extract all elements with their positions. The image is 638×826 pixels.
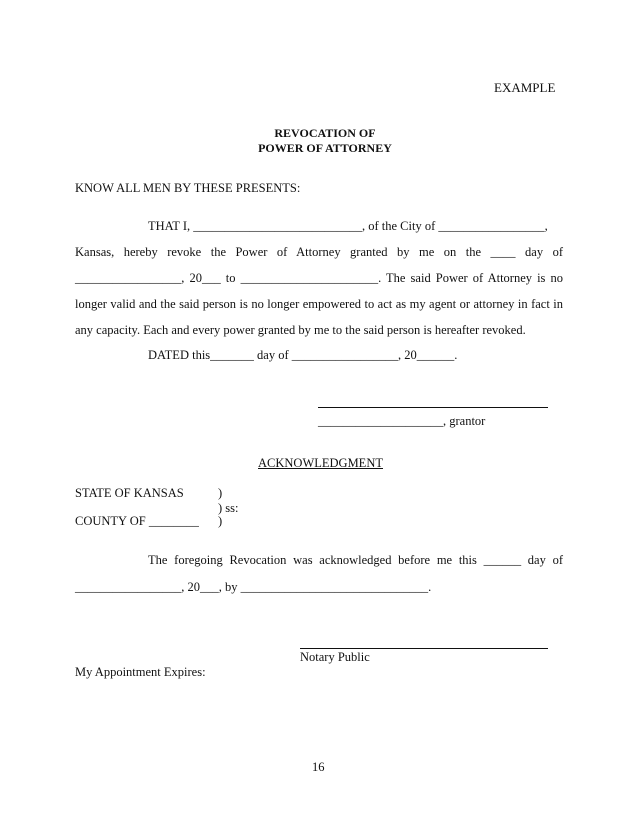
title-line-2: POWER OF ATTORNEY: [258, 141, 392, 155]
para1-line5: any capacity. Each and every power granted by me to the said person is hereafter revoked.: [75, 323, 526, 337]
state-label: STATE OF KANSAS: [75, 486, 184, 500]
intro-text: KNOW ALL MEN BY THESE PRESENTS:: [75, 181, 301, 195]
ack-line-1: The foregoing Revocation was acknowledged before me this ______ day of: [148, 553, 563, 567]
grantor-signature-line: [318, 407, 548, 408]
county-paren: ): [218, 514, 223, 528]
notary-signature-line: [300, 648, 548, 649]
para1-line1: THAT I, ___________________________, of the City of _________________,: [148, 219, 548, 233]
dated-line: DATED this_______ day of _________________, 20______.: [148, 348, 458, 362]
para1-line2: Kansas, hereby revoke the Power of Attorney granted by me on the ____ day of: [75, 245, 563, 259]
para1-line4: longer valid and the said person is no longer empowered to act as my agent or attorney in fact in: [75, 297, 563, 311]
grantor-label: ____________________, grantor: [318, 414, 486, 428]
ack-line-2: _________________, 20___, by ______________________________.: [75, 580, 432, 594]
county-label: COUNTY OF ________: [75, 514, 199, 528]
title-line-1: REVOCATION OF: [274, 126, 376, 140]
state-paren: ): [218, 486, 223, 500]
acknowledgment-heading: ACKNOWLEDGMENT: [258, 456, 383, 470]
page-number: 16: [312, 760, 325, 774]
appointment-expires-label: My Appointment Expires:: [75, 665, 206, 679]
ss-label: ) ss:: [218, 501, 239, 515]
para1-line3: _________________, 20___ to ______________________. The said Power of Attorney is no: [75, 271, 563, 285]
notary-label: Notary Public: [300, 650, 370, 664]
example-label: EXAMPLE: [494, 80, 556, 95]
